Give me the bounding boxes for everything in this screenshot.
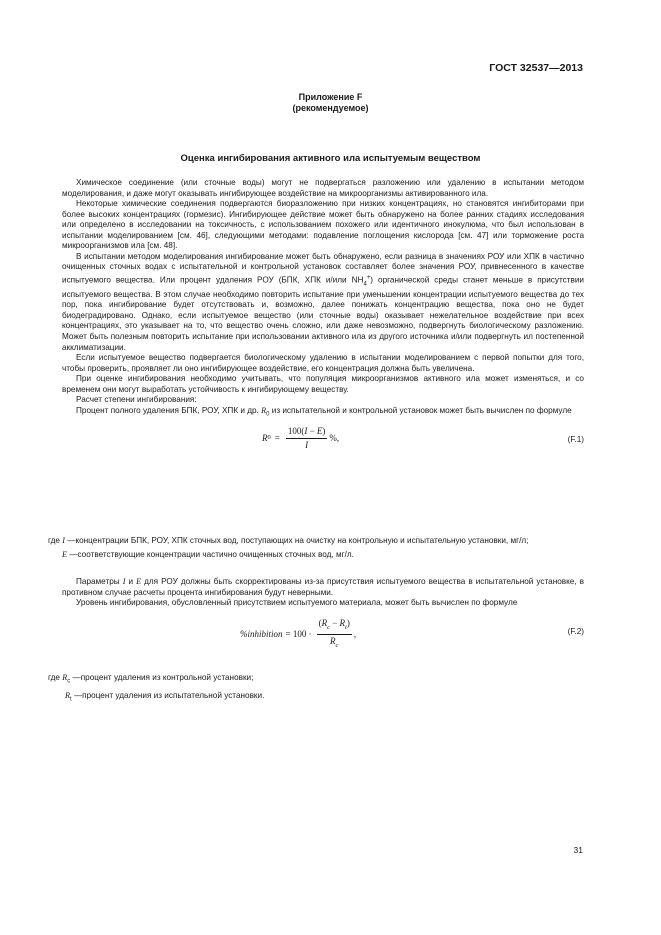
paragraph-4: Если испытуемое вещество подвергается биологическому удалению в испытании моделированием с первой попытки для того, чтобы проверить, проявляет ли оно ингибирующее воздействие, его концентрация должна быть увеличена. bbox=[62, 353, 584, 373]
paragraph-3: В испытании методом моделирования ингибирование может быть обнаружено, если разница в значениях РОУ или ХПК в частично очищенных сточных водах с испытательной и контрольной установок составляет более значения РОУ, привнесенного в качестве испытуемого вещества. Или процент удаления РОУ (БПК, ХПК и/или $NH_4^+$) органической среды станет меньше в присутствии испытуемого вещества. В этом случае необходимо повторить испытание при уменьшении концентрации испытуемого вещества до тех пор, пока ингибирование будет отсутствовать и, возможно, далее понижать концентрацию вещества, пока оно не будет биодеградировано. Однако, если испытуемое вещество (или сточные воды) оказывает нежелательное воздействие при всех концентрациях, это указывает на то, что вещество очень сложно, или даже невозможно, подвергнуть биологическому разложению. Может быть полезным повторить испытание при использовании активного ила из другого источника и/или подвергнуть ил постепенной акклиматизации. bbox=[62, 251, 584, 352]
paragraph-2: Некоторые химические соединения подвергаются биоразложению при низких концентрациях, но становятся ингибиторами при более высоких концентрациях (гормезис). Ингибирующее действие может быть обнаружено на более ранних стадиях исследования или определено в исследовании на токсичность, с использованием похожего или идентичного инокулюма, что был использован в испытании моделированием [см. 46], следующими методами: подавление поглощения кислорода [см. 47] или торможение роста микроорганизмов ила [см. 48]. bbox=[62, 199, 584, 251]
paragraph-1: Химическое соединение (или сточные воды) могут не подвергаться разложению или удалению в испытании методом моделирования, и даже могут оказывать ингибирующее воздействие на микроорганизмы активированного ила. bbox=[62, 178, 584, 198]
section-title: Оценка ингибирования активного ила испытуемым веществом bbox=[180, 153, 481, 164]
definitions-f2 bbox=[48, 673, 584, 705]
paragraph-7: Процент полного удаления БПК, РОУ, ХПК и др. $R_0$ из испытательной и контрольной установок может быть вычислен по формуле bbox=[76, 405, 572, 418]
standard-code: ГОСТ 32537—2013 bbox=[489, 62, 583, 74]
formula-f2: %inhibition = 100 · $\frac{(R_c - R_t)}{R_c}$ , (F.2) bbox=[62, 618, 584, 652]
definition-rc: где $R_c$ — процент удаления из контрольной установки; bbox=[48, 673, 254, 685]
appendix-status: (рекомендуемое) bbox=[292, 103, 369, 113]
formula-f1: R 0 = $\frac{100(I - E)}{I}$ %, (F.1) bbox=[262, 426, 584, 450]
document-body bbox=[62, 178, 584, 460]
paragraph-6: Расчет степени ингибирования: bbox=[76, 395, 197, 405]
formula-f1-fraction: $\frac{100(I - E)}{I}$ bbox=[287, 426, 326, 450]
definition-i: где I — концентрации БПК, РОУ, ХПК сточных вод, поступающих на очистку на контрольную и испытательную установки, мг/л; bbox=[48, 536, 529, 545]
definition-rt: $R_t$ — процент удаления из испытательной установки. bbox=[65, 691, 265, 703]
page-number: 31 bbox=[573, 845, 583, 855]
formula-f2-number: (F.2) bbox=[567, 626, 584, 636]
paragraph-8: Параметры I и E для РОУ должны быть скорректированы из-за присутствия испытуемого вещества в испытательной установке, в противном случае расчеты процента ингибирования будут неверными. bbox=[62, 577, 585, 597]
appendix-title: Приложение F bbox=[298, 92, 363, 102]
document-body-2 bbox=[62, 577, 584, 656]
formula-f1-number: (F.1) bbox=[567, 435, 584, 445]
paragraph-5: При оценке ингибирования необходимо учитывать, что популяция микроорганизмов активного ила может изменяться, и со временем они могут выработать устойчивость к ингибирующему веществу. bbox=[62, 374, 584, 394]
definition-e: E — соответствующие концентрации частично очищенных сточных вод, мг/л. bbox=[62, 549, 354, 559]
definitions-f1 bbox=[48, 536, 584, 560]
paragraph-9: Уровень ингибирования, обусловленный присутствием испытуемого материала, может быть вычислен по формуле bbox=[76, 598, 518, 608]
formula-f2-fraction: $\frac{(R_c - R_t)}{R_c}$ bbox=[318, 617, 350, 649]
appendix-heading bbox=[0, 92, 661, 114]
